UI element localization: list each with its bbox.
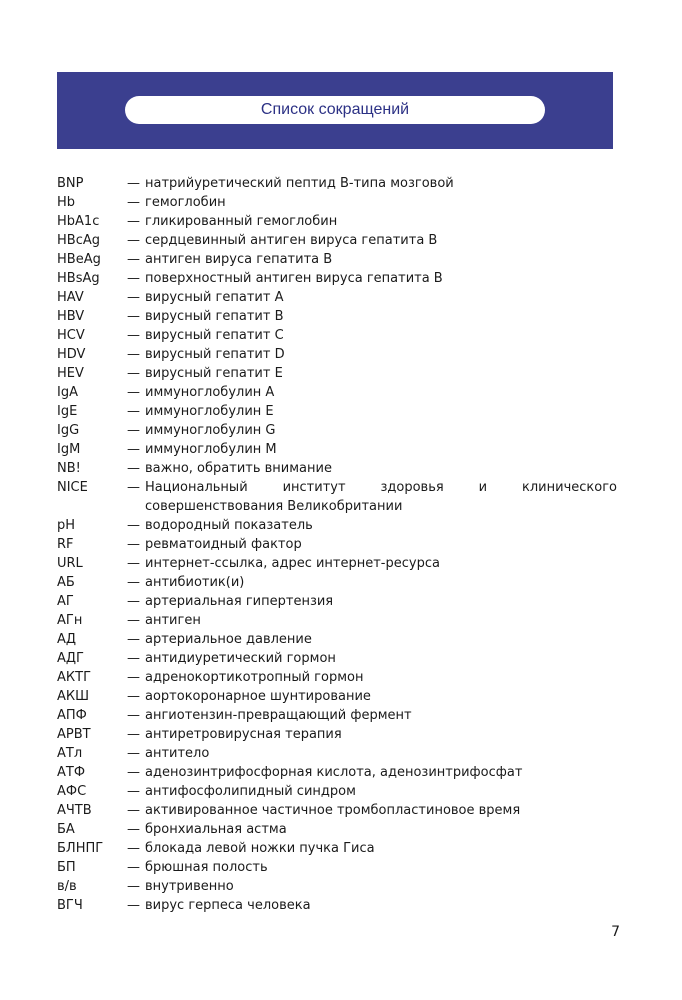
- dash-separator: —: [127, 347, 140, 362]
- list-item: [57, 307, 617, 326]
- abbreviation: HBcAg: [57, 233, 100, 248]
- definition-text: артериальная гипертензия: [145, 594, 334, 609]
- definition: [127, 630, 617, 649]
- dash-separator: —: [127, 765, 140, 780]
- abbreviation: в/в: [57, 879, 77, 894]
- abbreviation: АГ: [57, 594, 74, 609]
- definition: [127, 611, 617, 630]
- abbreviation-list: [57, 174, 617, 915]
- definition-text: вирусный гепатит С: [145, 328, 284, 343]
- list-item: [57, 269, 617, 288]
- list-item: [57, 345, 617, 364]
- definition: [127, 896, 617, 915]
- list-item: [57, 402, 617, 421]
- abbreviation: БП: [57, 860, 76, 875]
- definition: [127, 421, 617, 440]
- definition: [127, 212, 617, 231]
- definition: [127, 288, 617, 307]
- definition-text: активированное частичное тромбопластиновое время: [145, 803, 521, 818]
- abbreviation: HDV: [57, 347, 86, 362]
- definition-text: иммуноглобулин М: [145, 442, 277, 457]
- dash-separator: —: [127, 822, 140, 837]
- definition-text: бронхиальная астма: [145, 822, 287, 837]
- definition-text: гликированный гемоглобин: [145, 214, 338, 229]
- abbreviation: NB!: [57, 461, 81, 476]
- definition-text: иммуноглобулин Е: [145, 404, 274, 419]
- abbreviation: АБ: [57, 575, 75, 590]
- list-item: [57, 820, 617, 839]
- dash-separator: —: [127, 366, 140, 381]
- definition-text: сердцевинный антиген вируса гепатита В: [145, 233, 438, 248]
- dash-separator: —: [127, 651, 140, 666]
- definition-text: поверхностный антиген вируса гепатита В: [145, 271, 443, 286]
- list-item: [57, 782, 617, 801]
- list-item: [57, 877, 617, 896]
- abbreviation: АТФ: [57, 765, 86, 780]
- dash-separator: —: [127, 575, 140, 590]
- abbreviation: URL: [57, 556, 83, 571]
- list-item: [57, 687, 617, 706]
- dash-separator: —: [127, 233, 140, 248]
- definition: [127, 782, 617, 801]
- dash-separator: —: [127, 271, 140, 286]
- list-item: [57, 896, 617, 915]
- definition: [127, 668, 617, 687]
- list-item: [57, 383, 617, 402]
- definition: [127, 364, 617, 383]
- definition-text: водородный показатель: [145, 518, 313, 533]
- list-item: [57, 668, 617, 687]
- abbreviation: АФС: [57, 784, 87, 799]
- list-item: [57, 421, 617, 440]
- abbreviation: АКТГ: [57, 670, 91, 685]
- definition-text: антиген вируса гепатита В: [145, 252, 333, 267]
- definition-text: блокада левой ножки пучка Гиса: [145, 841, 375, 856]
- abbreviation: HBV: [57, 309, 85, 324]
- dash-separator: —: [127, 594, 140, 609]
- definition: [127, 877, 617, 896]
- dash-separator: —: [127, 518, 140, 533]
- definition: [127, 858, 617, 877]
- definition: [127, 535, 617, 554]
- abbreviation: HBeAg: [57, 252, 101, 267]
- dash-separator: —: [127, 613, 140, 628]
- abbreviation: АГн: [57, 613, 83, 628]
- list-item: [57, 250, 617, 269]
- definition: [127, 839, 617, 858]
- definition-text: антиген: [145, 613, 201, 628]
- list-item: [57, 649, 617, 668]
- definition: [127, 820, 617, 839]
- abbreviation: IgE: [57, 404, 78, 419]
- definition: [127, 402, 617, 421]
- dash-separator: —: [127, 841, 140, 856]
- definition-text: брюшная полость: [145, 860, 268, 875]
- list-item: [57, 858, 617, 877]
- dash-separator: —: [127, 670, 140, 685]
- definition-text: интернет-ссылка, адрес интернет-ресурса: [145, 556, 440, 571]
- definition-text: антифосфолипидный синдром: [145, 784, 356, 799]
- page-title: Список сокращений: [125, 96, 545, 124]
- abbreviation: АТл: [57, 746, 83, 761]
- abbreviation: БА: [57, 822, 75, 837]
- definition: [127, 687, 617, 706]
- definition-text: антиретровирусная терапия: [145, 727, 342, 742]
- list-item: [57, 592, 617, 611]
- dash-separator: —: [127, 385, 140, 400]
- list-item: [57, 440, 617, 459]
- list-item: [57, 744, 617, 763]
- abbreviation: АДГ: [57, 651, 84, 666]
- definition-text: ангиотензин-превращающий фермент: [145, 708, 412, 723]
- dash-separator: —: [127, 746, 140, 761]
- abbreviation: IgM: [57, 442, 81, 457]
- abbreviation: HBsAg: [57, 271, 100, 286]
- dash-separator: —: [127, 556, 140, 571]
- definition: [127, 516, 617, 535]
- definition: [127, 592, 617, 611]
- list-item: [57, 630, 617, 649]
- list-item: [57, 839, 617, 858]
- list-item: [57, 459, 617, 478]
- list-item: [57, 478, 617, 516]
- definition: [127, 440, 617, 459]
- abbreviation: IgG: [57, 423, 80, 438]
- definition-text: аденозинтрифосфорная кислота, аденозинтрифосфат: [145, 765, 523, 780]
- dash-separator: —: [127, 442, 140, 457]
- abbreviation: RF: [57, 537, 74, 552]
- abbreviation: BNP: [57, 176, 84, 191]
- dash-separator: —: [127, 461, 140, 476]
- definition-text: ревматоидный фактор: [145, 537, 302, 552]
- dash-separator: —: [127, 727, 140, 742]
- list-item: [57, 193, 617, 212]
- definition: [127, 269, 617, 288]
- definition-text: важно, обратить внимание: [145, 461, 332, 476]
- abbreviation: АПФ: [57, 708, 87, 723]
- list-item: [57, 364, 617, 383]
- dash-separator: —: [127, 708, 140, 723]
- definition-text: вирус герпеса человека: [145, 898, 311, 913]
- definition: [127, 345, 617, 364]
- list-item: [57, 554, 617, 573]
- dash-separator: —: [127, 898, 140, 913]
- dash-separator: —: [127, 290, 140, 305]
- definition: [127, 801, 617, 820]
- abbreviation: АЧТВ: [57, 803, 92, 818]
- abbreviation: Hb: [57, 195, 76, 210]
- list-item: [57, 611, 617, 630]
- abbreviation: АРВТ: [57, 727, 91, 742]
- dash-separator: —: [127, 195, 140, 210]
- abbreviation: АД: [57, 632, 77, 647]
- list-item: [57, 535, 617, 554]
- definition: [127, 763, 617, 782]
- definition: [127, 174, 617, 193]
- definition: [127, 573, 617, 592]
- abbreviation: HEV: [57, 366, 84, 381]
- page-number: 7: [611, 924, 620, 940]
- list-item: [57, 763, 617, 782]
- list-item: [57, 212, 617, 231]
- dash-separator: —: [127, 309, 140, 324]
- abbreviation: HCV: [57, 328, 85, 343]
- definition-text: антидиуретический гормон: [145, 651, 336, 666]
- abbreviation: АКШ: [57, 689, 90, 704]
- list-item: [57, 725, 617, 744]
- dash-separator: —: [127, 252, 140, 267]
- definition: [127, 307, 617, 326]
- abbreviation: HbA1c: [57, 214, 100, 229]
- definition-text: вирусный гепатит Е: [145, 366, 283, 381]
- abbreviation: NICE: [57, 480, 88, 495]
- list-item: [57, 326, 617, 345]
- definition-text: натрийуретический пептид В-типа мозговой: [145, 176, 454, 191]
- abbreviation: БЛНПГ: [57, 841, 104, 856]
- dash-separator: —: [127, 632, 140, 647]
- dash-separator: —: [127, 784, 140, 799]
- dash-separator: —: [127, 423, 140, 438]
- list-item: [57, 573, 617, 592]
- list-item: [57, 801, 617, 820]
- definition-text: вирусный гепатит D: [145, 347, 285, 362]
- dash-separator: —: [127, 214, 140, 229]
- dash-separator: —: [127, 404, 140, 419]
- definition-text: адренокортикотропный гормон: [145, 670, 364, 685]
- definition-text: вирусный гепатит А: [145, 290, 284, 305]
- list-item: [57, 288, 617, 307]
- definition-text: иммуноглобулин G: [145, 423, 276, 438]
- list-item: [57, 706, 617, 725]
- definition: [127, 649, 617, 668]
- dash-separator: —: [127, 689, 140, 704]
- header-banner: [57, 72, 613, 149]
- definition-text: антитело: [145, 746, 210, 761]
- definition-text: Национальный институт здоровья и клинического совершенствования Великобритании: [145, 480, 617, 514]
- definition-text: гемоглобин: [145, 195, 226, 210]
- abbreviation: pH: [57, 518, 76, 533]
- definition: [127, 383, 617, 402]
- definition: [127, 193, 617, 212]
- abbreviation: ВГЧ: [57, 898, 83, 913]
- dash-separator: —: [127, 480, 140, 495]
- dash-separator: —: [127, 328, 140, 343]
- abbreviation: IgA: [57, 385, 78, 400]
- definition: [127, 706, 617, 725]
- list-item: [57, 516, 617, 535]
- dash-separator: —: [127, 860, 140, 875]
- list-item: [57, 231, 617, 250]
- definition-text: антибиотик(и): [145, 575, 245, 590]
- definition-text: внутривенно: [145, 879, 234, 894]
- definition: [127, 744, 617, 763]
- list-item: [57, 174, 617, 193]
- definition-text: вирусный гепатит В: [145, 309, 284, 324]
- definition: [127, 231, 617, 250]
- dash-separator: —: [127, 803, 140, 818]
- abbreviation: HAV: [57, 290, 84, 305]
- definition: [127, 459, 617, 478]
- definition-text: иммуноглобулин А: [145, 385, 275, 400]
- definition: [127, 326, 617, 345]
- definition-text: артериальное давление: [145, 632, 312, 647]
- definition: [127, 725, 617, 744]
- dash-separator: —: [127, 537, 140, 552]
- dash-separator: —: [127, 176, 140, 191]
- definition: [127, 250, 617, 269]
- definition-text: аортокоронарное шунтирование: [145, 689, 371, 704]
- definition: [127, 478, 617, 516]
- definition: [127, 554, 617, 573]
- dash-separator: —: [127, 879, 140, 894]
